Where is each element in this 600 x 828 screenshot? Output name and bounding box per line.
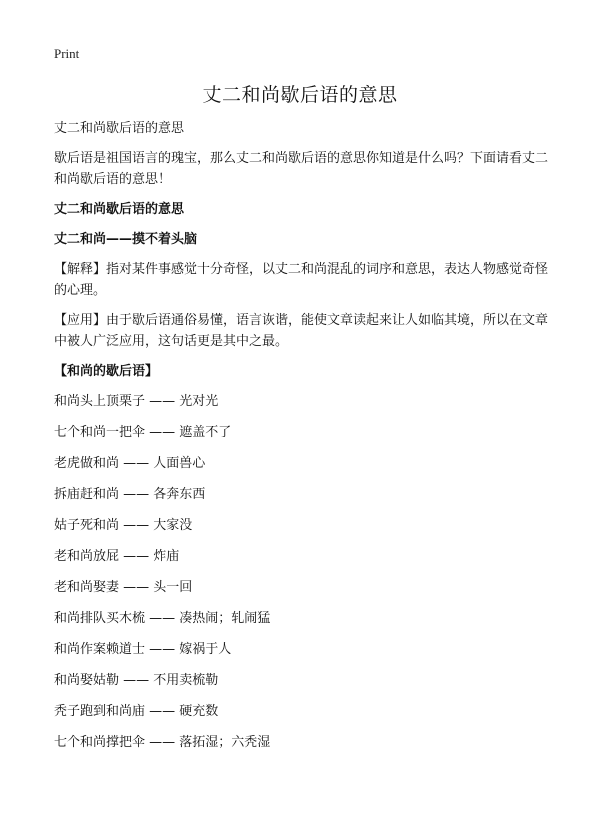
list-item: 老虎做和尚 —— 人面兽心	[54, 456, 206, 471]
application-paragraph: 【应用】由于歇后语通俗易懂，语言诙谐，能使文章读起来让人如临其境，所以在文章中被人广泛应用，这句话更是其中之最。	[54, 313, 549, 349]
list-item: 老和尚放屁 —— 炸庙	[54, 549, 180, 564]
list-item: 和尚作案赖道士 —— 嫁祸于人	[54, 642, 232, 657]
list-item: 七个和尚撑把伞 —— 落拓湿；六秃湿	[54, 735, 271, 750]
list-item: 秃子跑到和尚庙 —— 硬充数	[54, 704, 219, 719]
section-heading: 丈二和尚歇后语的意思	[54, 202, 185, 217]
print-link[interactable]: Print	[54, 46, 80, 61]
list-heading: 【和尚的歇后语】	[54, 364, 159, 379]
explanation-paragraph: 【解释】指对某件事感觉十分奇怪，以丈二和尚混乱的词序和意思，表达人物感觉奇怪的心理。	[54, 262, 549, 298]
list-item: 老和尚娶妻 —— 头一回	[54, 580, 193, 595]
article-body	[54, 118, 554, 763]
list-item: 拆庙赶和尚 —— 各奔东西	[54, 487, 206, 502]
main-phrase: 丈二和尚——摸不着头脑	[54, 232, 198, 247]
list-item: 和尚头上顶栗子 —— 光对光	[54, 394, 219, 409]
article-intro: 歇后语是祖国语言的瑰宝，那么丈二和尚歇后语的意思你知道是什么吗？下面请看丈二和尚歇后语的意思！	[54, 151, 549, 187]
list-item: 和尚娶姑勒 —— 不用卖梳勒	[54, 673, 219, 688]
list-item: 七个和尚一把伞 —— 遮盖不了	[54, 425, 232, 440]
sayings-list	[54, 391, 554, 753]
page-title: 丈二和尚歇后语的意思	[202, 84, 398, 106]
list-item: 和尚排队买木梳 —— 凑热闹；轧闹猛	[54, 611, 271, 626]
list-item: 姑子死和尚 —— 大家没	[54, 518, 193, 533]
article-subtitle: 丈二和尚歇后语的意思	[54, 121, 185, 136]
